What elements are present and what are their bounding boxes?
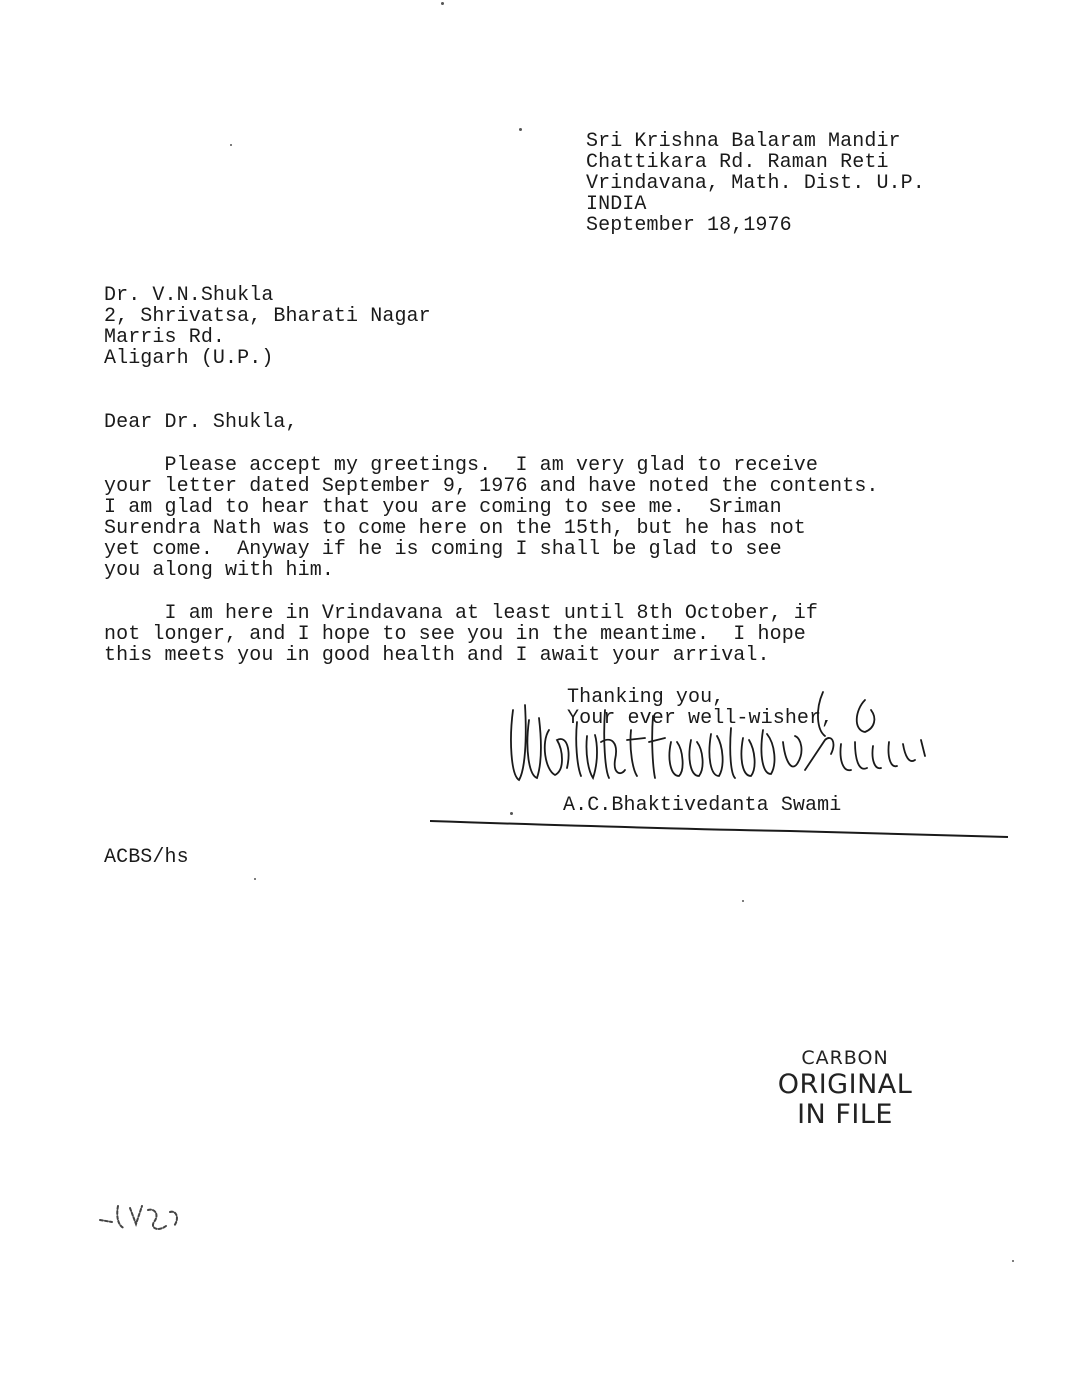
closing-line-1: Thanking you, (567, 686, 725, 709)
paper-speck (519, 128, 522, 131)
sender-country: INDIA (586, 193, 647, 216)
signature-rule (430, 815, 1010, 845)
handwritten-signature (505, 680, 945, 800)
sender-line-2: Chattikara Rd. Raman Reti (586, 151, 889, 174)
ink-smudge (96, 1198, 186, 1238)
stamp-in-file: IN FILE (797, 1099, 893, 1130)
paper-speck (742, 900, 744, 902)
stamp-original: ORIGINAL (777, 1069, 913, 1100)
sender-line-1: Sri Krishna Balaram Mandir (586, 130, 901, 153)
closing-line-2: Your ever well-wisher, (567, 707, 834, 730)
recipient-line-4: Aligarh (U.P.) (104, 347, 274, 370)
paragraph-line: your letter dated September 9, 1976 and have noted the contents. (104, 475, 879, 498)
sender-line-3: Vrindavana, Math. Dist. U.P. (586, 172, 925, 195)
paper-speck (230, 144, 232, 146)
paragraph-line: not longer, and I hope to see you in the meantime. I hope (104, 623, 806, 646)
letter-date: September 18,1976 (586, 214, 792, 237)
paragraph-line: this meets you in good health and I await your arrival. (104, 644, 770, 667)
paper-speck (510, 812, 513, 815)
sender-address (586, 131, 925, 236)
stamp-carbon: CARBON (801, 1047, 889, 1069)
paragraph-line: you along with him. (104, 559, 334, 582)
reference-initials: ACBS/hs (104, 846, 189, 869)
recipient-line-3: Marris Rd. (104, 326, 226, 349)
body-paragraph-1 (104, 455, 879, 581)
paragraph-line: I am glad to hear that you are coming to see me. Sriman (104, 496, 782, 519)
signer-name: A.C.Bhaktivedanta Swami (563, 794, 842, 817)
paragraph-line: I am here in Vrindavana at least until 8th October, if (104, 602, 819, 625)
recipient-line-1: Dr. V.N.Shukla (104, 284, 274, 307)
paper-speck (441, 2, 444, 5)
carbon-stamp (770, 1046, 920, 1130)
paragraph-line: Surendra Nath was to come here on the 15th, but he has not (104, 517, 806, 540)
recipient-line-2: 2, Shrivatsa, Bharati Nagar (104, 305, 431, 328)
body-paragraph-2 (104, 603, 818, 666)
paragraph-line: Please accept my greetings. I am very glad to receive (104, 454, 819, 477)
salutation: Dear Dr. Shukla, (104, 411, 298, 434)
paper-speck (1012, 1260, 1014, 1262)
paragraph-line: yet come. Anyway if he is coming I shall be glad to see (104, 538, 782, 561)
recipient-address (104, 285, 431, 369)
paper-speck (254, 878, 256, 880)
